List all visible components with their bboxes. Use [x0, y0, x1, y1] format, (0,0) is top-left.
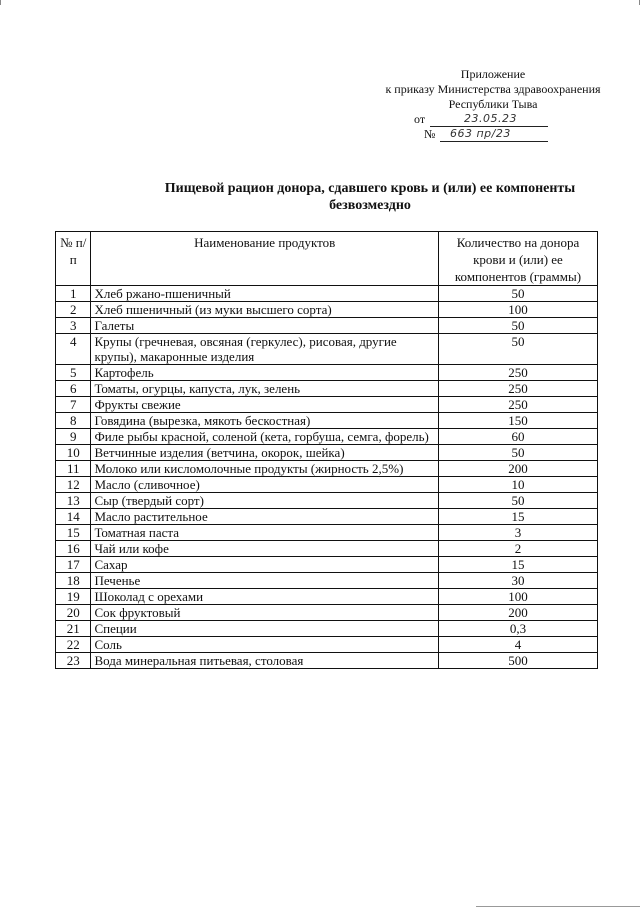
- approval-date-field: [378, 112, 608, 127]
- ration-table-body: [56, 286, 598, 669]
- table-row: [56, 381, 598, 397]
- table-row: [56, 397, 598, 413]
- row-product-name: Шоколад с орехами: [91, 589, 438, 605]
- row-product-name: Крупы (гречневая, овсяная (геркулес), рисовая, другие крупы), макаронные изделия: [91, 334, 438, 365]
- row-number: 4: [56, 334, 91, 365]
- approval-block: [378, 67, 608, 142]
- row-product-name: Галеты: [91, 318, 438, 334]
- table-row: [56, 541, 598, 557]
- row-product-name: Говядина (вырезка, мякоть бескостная): [91, 413, 438, 429]
- row-quantity: 10: [438, 477, 597, 493]
- row-product-name: Соль: [91, 637, 438, 653]
- table-row: [56, 445, 598, 461]
- document-title-line-1: Пищевой рацион донора, сдавшего кровь и (или) ее компоненты: [164, 181, 576, 196]
- row-product-name: Сахар: [91, 557, 438, 573]
- row-number: 19: [56, 589, 91, 605]
- table-row: [56, 493, 598, 509]
- table-row: [56, 429, 598, 445]
- row-number: 17: [56, 557, 91, 573]
- table-row: [56, 318, 598, 334]
- row-product-name: Ветчинные изделия (ветчина, окорок, шейка): [91, 445, 438, 461]
- row-quantity: 50: [438, 493, 597, 509]
- row-quantity: 3: [438, 525, 597, 541]
- row-product-name: Филе рыбы красной, соленой (кета, горбуша, семга, форель): [91, 429, 438, 445]
- ration-table: [55, 231, 598, 669]
- table-row: [56, 286, 598, 302]
- header-quantity: Количество на донора крови и (или) ее компонентов (граммы): [438, 232, 597, 286]
- table-row: [56, 589, 598, 605]
- table-row: [56, 365, 598, 381]
- row-product-name: Молоко или кисломолочные продукты (жирность 2,5%): [91, 461, 438, 477]
- row-quantity: 250: [438, 365, 597, 381]
- table-row: [56, 557, 598, 573]
- row-number: 21: [56, 621, 91, 637]
- row-quantity: 100: [438, 589, 597, 605]
- row-number: 23: [56, 653, 91, 669]
- table-row: [56, 334, 598, 365]
- row-product-name: Томаты, огурцы, капуста, лук, зелень: [91, 381, 438, 397]
- table-row: [56, 637, 598, 653]
- row-product-name: Хлеб ржано-пшеничный: [91, 286, 438, 302]
- approval-line-2: к приказу Министерства здравоохранения: [385, 82, 601, 96]
- row-product-name: Печенье: [91, 573, 438, 589]
- row-quantity: 150: [438, 413, 597, 429]
- row-quantity: 30: [438, 573, 597, 589]
- row-number: 18: [56, 573, 91, 589]
- row-number: 5: [56, 365, 91, 381]
- approval-line-3: Республики Тыва: [448, 97, 538, 111]
- table-header-row: [56, 232, 598, 286]
- row-quantity: 250: [438, 381, 597, 397]
- table-row: [56, 509, 598, 525]
- header-number: № п/п: [56, 232, 91, 286]
- scan-tick: [0, 0, 1, 5]
- row-quantity: 50: [438, 318, 597, 334]
- approval-number-field: [378, 127, 608, 142]
- scan-edge-ticks: [0, 0, 640, 4]
- row-number: 15: [56, 525, 91, 541]
- row-quantity: 100: [438, 302, 597, 318]
- table-row: [56, 461, 598, 477]
- row-number: 14: [56, 509, 91, 525]
- row-product-name: Сыр (твердый сорт): [91, 493, 438, 509]
- approval-date-label: от: [414, 112, 426, 126]
- approval-number-underline: [440, 141, 548, 142]
- row-quantity: 15: [438, 557, 597, 573]
- row-quantity: 200: [438, 461, 597, 477]
- row-quantity: 50: [438, 286, 597, 302]
- table-row: [56, 653, 598, 669]
- table-row: [56, 413, 598, 429]
- row-number: 20: [56, 605, 91, 621]
- row-product-name: Масло растительное: [91, 509, 438, 525]
- row-number: 7: [56, 397, 91, 413]
- row-quantity: 50: [438, 445, 597, 461]
- row-number: 8: [56, 413, 91, 429]
- row-number: 13: [56, 493, 91, 509]
- row-number: 12: [56, 477, 91, 493]
- row-quantity: 250: [438, 397, 597, 413]
- row-number: 9: [56, 429, 91, 445]
- approval-number-value: 663 пр/23: [450, 127, 511, 140]
- document-title-line-2: безвозмездно: [329, 198, 411, 213]
- row-quantity: 15: [438, 509, 597, 525]
- row-number: 10: [56, 445, 91, 461]
- row-number: 2: [56, 302, 91, 318]
- table-row: [56, 477, 598, 493]
- header-product-name: Наименование продуктов: [91, 232, 438, 286]
- table-row: [56, 621, 598, 637]
- table-row: [56, 302, 598, 318]
- row-number: 3: [56, 318, 91, 334]
- row-quantity: 500: [438, 653, 597, 669]
- row-number: 16: [56, 541, 91, 557]
- row-quantity: 60: [438, 429, 597, 445]
- approval-date-value: 23.05.23: [464, 112, 517, 125]
- row-product-name: Томатная паста: [91, 525, 438, 541]
- row-product-name: Картофель: [91, 365, 438, 381]
- table-row: [56, 525, 598, 541]
- approval-number-label: №: [424, 127, 436, 141]
- row-product-name: Чай или кофе: [91, 541, 438, 557]
- row-number: 1: [56, 286, 91, 302]
- row-quantity: 200: [438, 605, 597, 621]
- table-row: [56, 573, 598, 589]
- row-number: 11: [56, 461, 91, 477]
- row-quantity: 4: [438, 637, 597, 653]
- row-product-name: Специи: [91, 621, 438, 637]
- row-quantity: 0,3: [438, 621, 597, 637]
- table-row: [56, 605, 598, 621]
- row-number: 22: [56, 637, 91, 653]
- row-product-name: Хлеб пшеничный (из муки высшего сорта): [91, 302, 438, 318]
- approval-line-1: Приложение: [460, 67, 526, 81]
- scan-bottom-line: [476, 906, 640, 907]
- document-title: [110, 180, 630, 214]
- row-number: 6: [56, 381, 91, 397]
- row-product-name: Масло (сливочное): [91, 477, 438, 493]
- row-quantity: 2: [438, 541, 597, 557]
- row-product-name: Фрукты свежие: [91, 397, 438, 413]
- row-product-name: Вода минеральная питьевая, столовая: [91, 653, 438, 669]
- row-product-name: Сок фруктовый: [91, 605, 438, 621]
- row-quantity: 50: [438, 334, 597, 365]
